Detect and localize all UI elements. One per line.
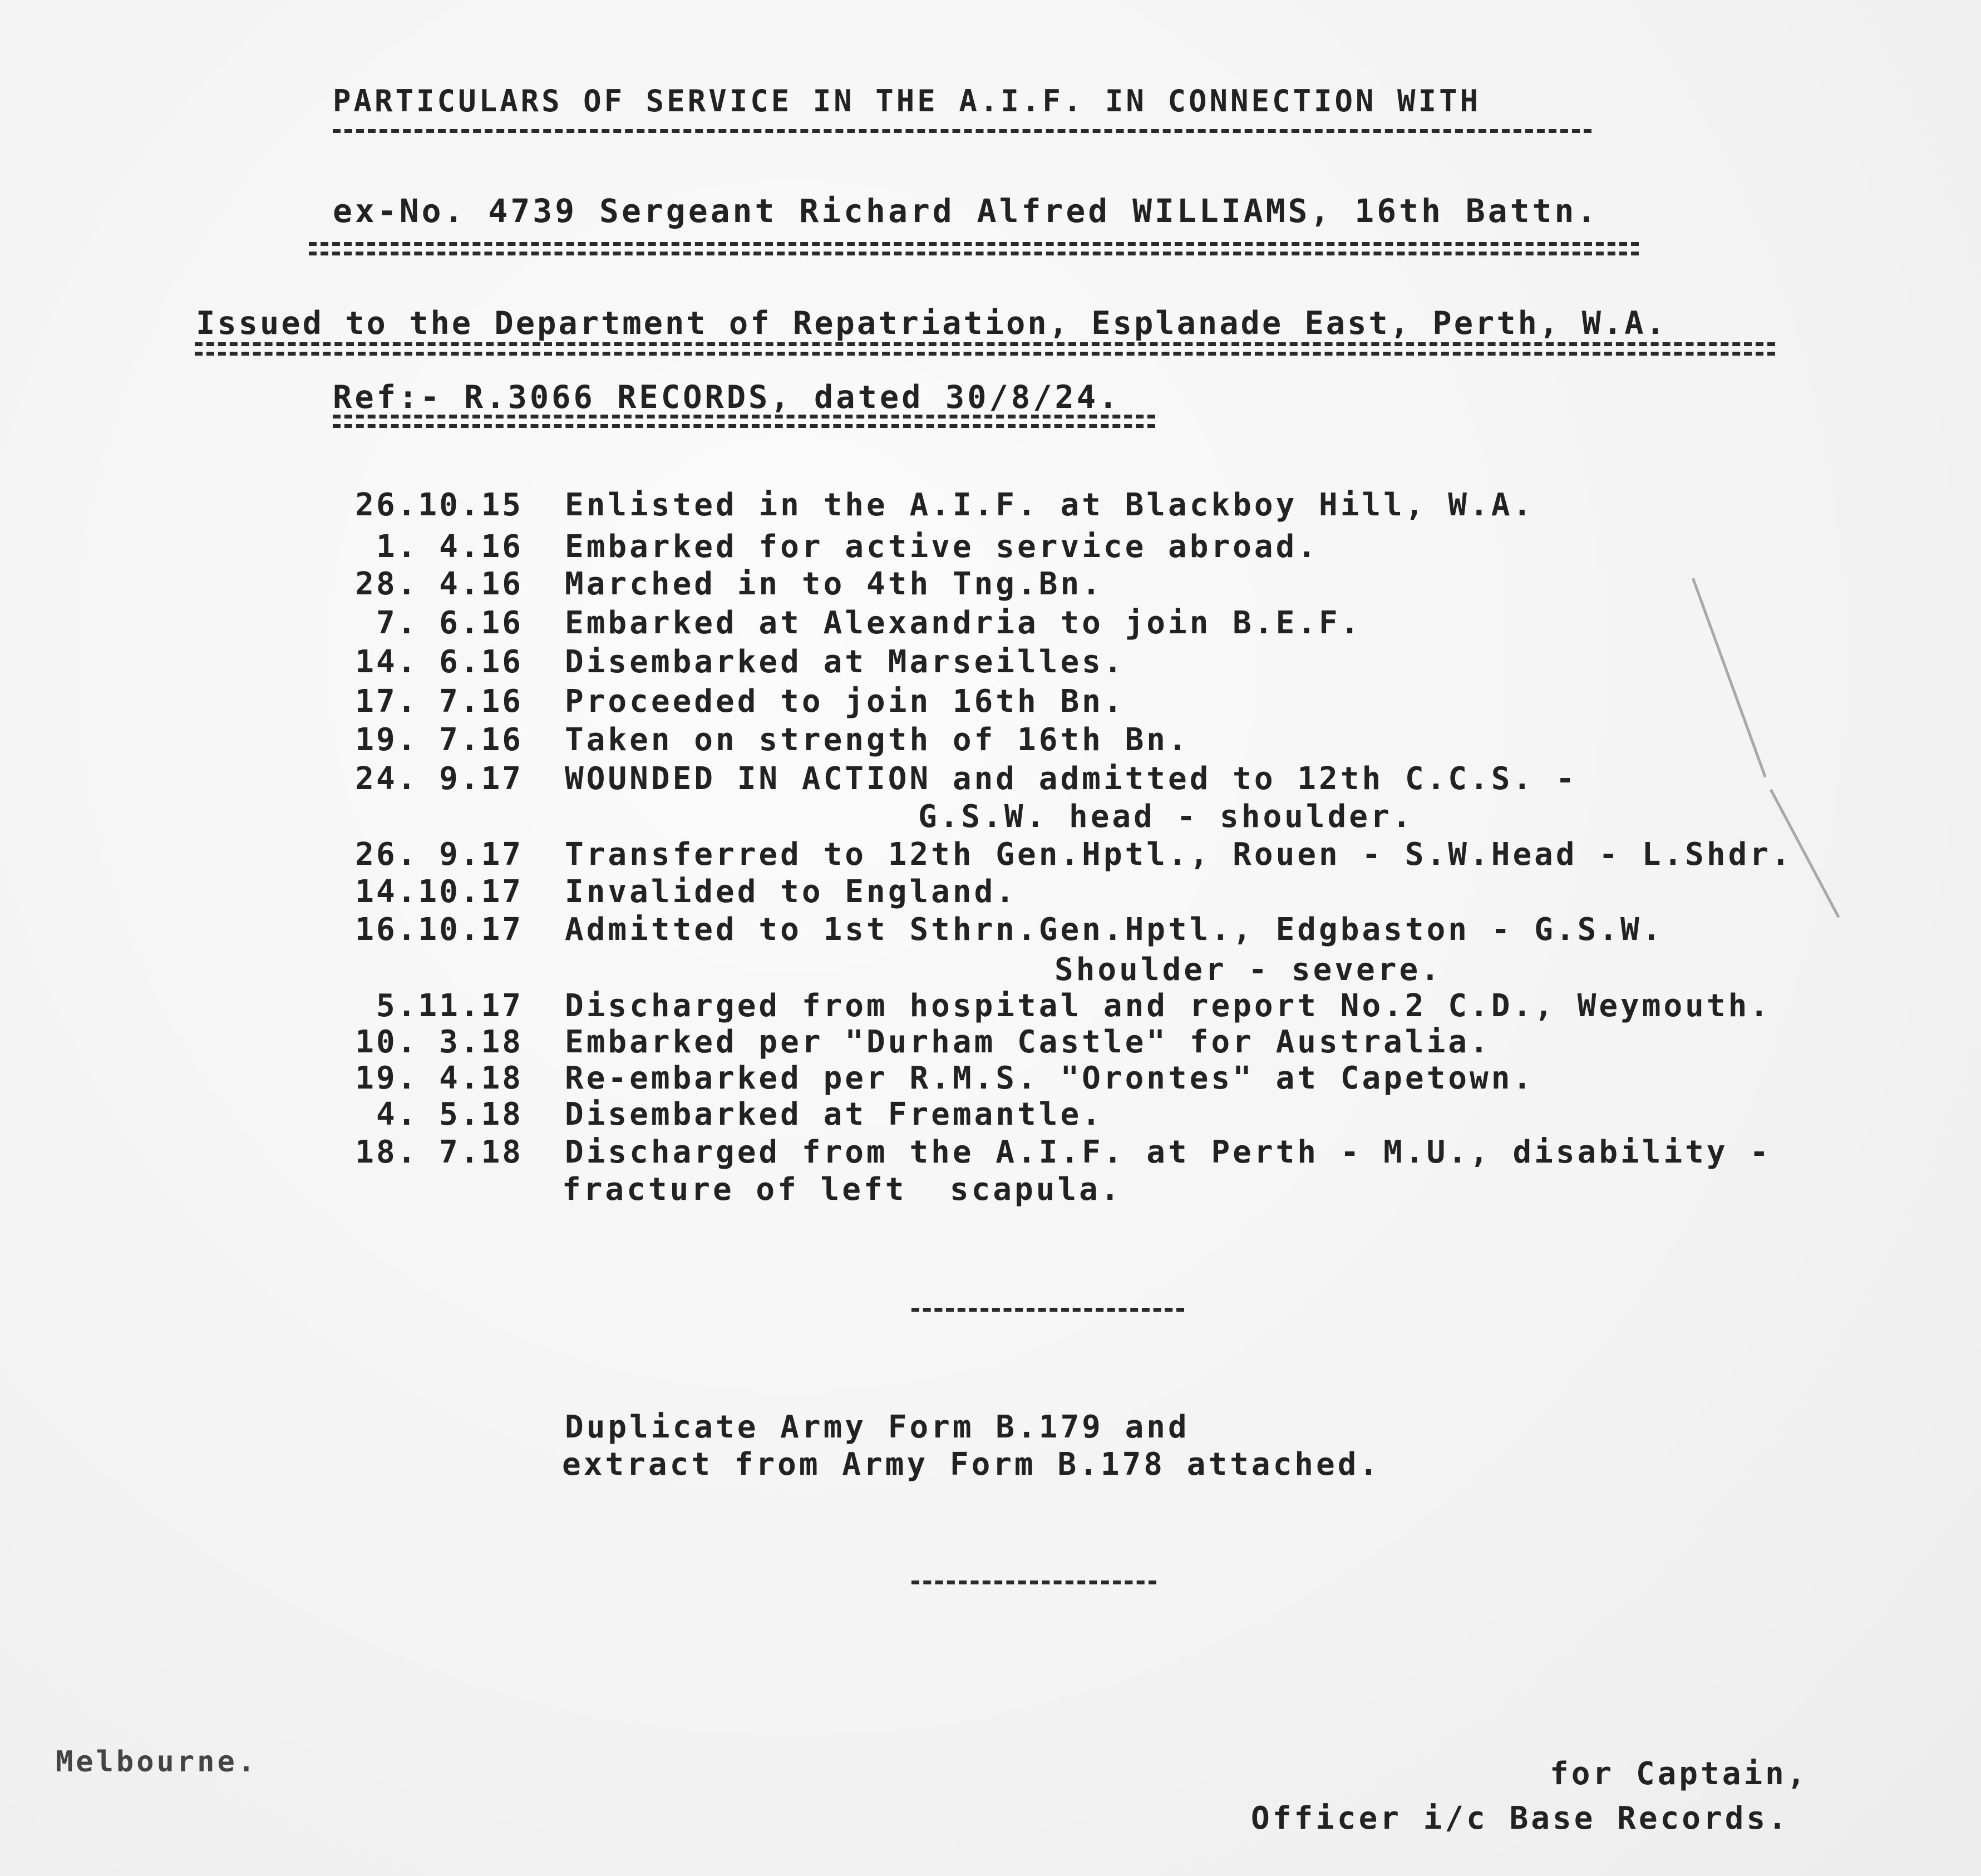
pencil-mark (1692, 578, 1767, 777)
entry-description: Discharged from the A.I.F. at Perth - M.U., disability - (565, 1134, 1772, 1170)
subject-line: ex-No. 4739 Sergeant Richard Alfred WILLIAMS, 16th Battn. (333, 192, 1599, 230)
entry-date: 16.10.17 (355, 912, 523, 948)
attachment-line-1: Duplicate Army Form B.179 and (565, 1409, 1190, 1445)
entry-continuation: fracture of left scapula. (562, 1171, 1122, 1208)
entry-date: 18. 7.18 (355, 1134, 523, 1170)
entry-date: 17. 7.16 (355, 683, 523, 720)
entry-description: Invalided to England. (565, 874, 1018, 910)
entry-description: Enlisted in the A.I.F. at Blackboy Hill, W.A. (565, 487, 1535, 523)
entry-date: 5.11.17 (376, 988, 523, 1024)
signature-line-1: for Captain, (1550, 1756, 1808, 1792)
entry-continuation: G.S.W. head - shoulder. (918, 799, 1414, 835)
reference-underline (333, 415, 1155, 428)
entry-date: 7. 6.16 (376, 605, 523, 641)
entry-date: 26. 9.17 (355, 836, 523, 873)
reference-line: Ref:- R.3066 RECORDS, dated 30/8/24. (333, 379, 1121, 416)
entry-description: Taken on strength of 16th Bn. (565, 722, 1190, 758)
issued-underline (195, 342, 1775, 356)
entry-description: Discharged from hospital and report No.2 C.D., Weymouth. (565, 988, 1772, 1024)
entry-date: 14. 6.16 (355, 644, 523, 680)
entry-date: 10. 3.18 (355, 1024, 523, 1060)
section-divider (911, 1580, 1156, 1584)
entry-description: Re-embarked per R.M.S. "Orontes" at Capetown. (565, 1060, 1535, 1096)
section-divider (911, 1308, 1184, 1312)
entry-description: Transferred to 12th Gen.Hptl., Rouen - S.W.Head - L.Shdr. (565, 836, 1793, 873)
entry-date: 19. 7.16 (355, 722, 523, 758)
place-of-issue: Melbourne. (56, 1745, 258, 1779)
signature-line-2: Officer i/c Base Records. (1251, 1800, 1790, 1836)
entry-date: 28. 4.16 (355, 566, 523, 602)
entry-description: Proceeded to join 16th Bn. (565, 683, 1125, 720)
title-underline (333, 129, 1591, 133)
entry-description: Admitted to 1st Sthrn.Gen.Hptl., Edgbaston - G.S.W. (565, 912, 1664, 948)
entry-description: Embarked at Alexandria to join B.E.F. (565, 605, 1362, 641)
issued-to-line: Issued to the Department of Repatriation, Esplanade East, Perth, W.A. (196, 305, 1667, 342)
entry-date: 4. 5.18 (376, 1096, 523, 1133)
entry-date: 19. 4.18 (355, 1060, 523, 1096)
entry-description: Disembarked at Fremantle. (565, 1096, 1103, 1133)
entry-date: 14.10.17 (355, 874, 523, 910)
subject-underline (309, 242, 1639, 255)
attachment-line-2: extract from Army Form B.178 attached. (562, 1446, 1381, 1483)
entry-description: Disembarked at Marseilles. (565, 644, 1125, 680)
document-title: PARTICULARS OF SERVICE IN THE A.I.F. IN CONNECTION WITH (333, 83, 1481, 119)
entry-description: Embarked per "Durham Castle" for Australia. (565, 1024, 1491, 1060)
entry-date: 1. 4.16 (376, 529, 523, 565)
entry-date: 24. 9.17 (355, 761, 523, 797)
entry-date: 26.10.15 (355, 487, 523, 523)
entry-description: Marched in to 4th Tng.Bn. (565, 566, 1103, 602)
entry-description: Embarked for active service abroad. (565, 529, 1319, 565)
entry-continuation: Shoulder - severe. (1054, 952, 1442, 988)
entry-description: WOUNDED IN ACTION and admitted to 12th C.C.S. - (565, 761, 1578, 797)
